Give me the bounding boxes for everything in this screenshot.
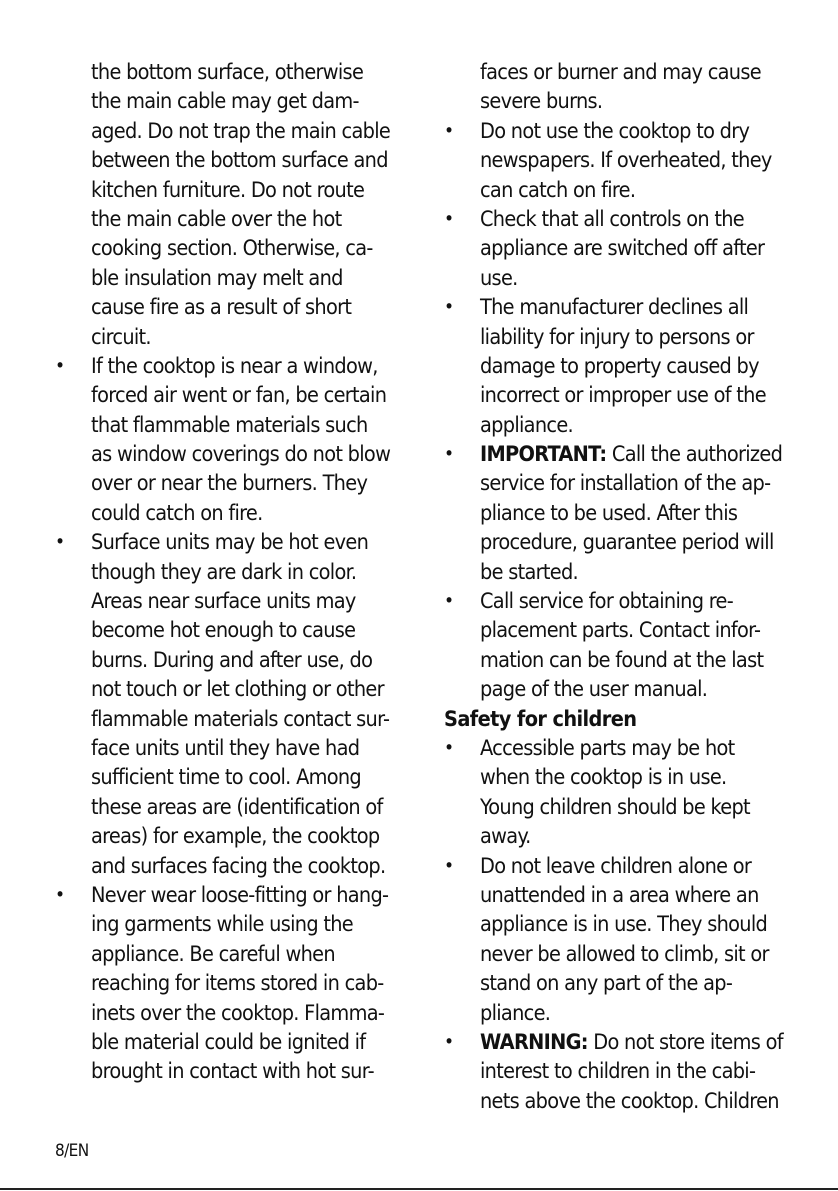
bullet-icon: • [55, 531, 65, 554]
bullet-icon: • [444, 207, 454, 230]
text-line: cause fire as a result of short [91, 295, 352, 321]
section-heading: Safety for children [444, 706, 637, 732]
bullet-item-first-line [444, 1028, 789, 1057]
text-line: become hot enough to cause [91, 618, 356, 644]
bullet-icon: • [55, 354, 65, 377]
text-line: appliance. [480, 412, 573, 438]
bullet-icon: • [444, 854, 454, 877]
warning-label: WARNING: [480, 1029, 588, 1055]
text-line: the main cable may get dam- [91, 89, 359, 115]
page-bottom-rule [0, 1188, 838, 1190]
bullet-item-first-line [444, 205, 789, 234]
text-line: liability for injury to persons or [480, 324, 754, 350]
text-line: these areas are (identification of [91, 794, 383, 820]
text-line: areas) for example, the cooktop [91, 824, 380, 850]
text-line: could catch on fire. [91, 500, 263, 526]
text-line: unattended in a area where an [480, 882, 759, 908]
text-line: damage to property caused by [480, 353, 759, 379]
text-line: sufficient time to cool. Among [91, 765, 362, 791]
text-line: when the cooktop is in use. [480, 765, 727, 791]
right-column [444, 58, 789, 1116]
page-number: 8/EN [55, 1141, 89, 1161]
text-line: page of the user manual. [480, 677, 708, 703]
bullet-item-first-line [55, 528, 405, 557]
text-line: pliance to be used. After this [480, 500, 738, 526]
text-line: procedure, guarantee period will [480, 530, 774, 556]
text-line: pliance. [480, 1000, 551, 1026]
text-line: Areas near surface units may [91, 589, 356, 615]
text-line: and surfaces facing the cooktop. [91, 853, 386, 879]
text-line: brought in contact with hot sur- [91, 1059, 374, 1085]
text-line: never be allowed to climb, sit or [480, 941, 769, 967]
bullet-text: Never wear loose-fitting or hang- [91, 882, 389, 908]
bullet-icon: • [444, 119, 454, 142]
text-line: flammable materials contact sur- [91, 706, 390, 732]
bullet-text: Call service for obtaining re- [480, 589, 734, 615]
text-line: severe burns. [480, 89, 603, 115]
text-line: face units until they have had [91, 735, 360, 761]
text-line: the bottom surface, otherwise [91, 60, 364, 85]
text-line: can catch on fire. [480, 177, 636, 203]
bullet-text: Call the authorized [606, 442, 783, 468]
text-line: inets over the cooktop. Flamma- [91, 1000, 385, 1026]
text-line: incorrect or improper use of the [480, 383, 766, 409]
text-line: mation can be found at the last [480, 647, 764, 673]
bullet-text: Accessible parts may be hot [480, 735, 735, 761]
bullet-icon: • [444, 736, 454, 759]
bullet-icon: • [444, 1030, 454, 1053]
text-line: placement parts. Contact infor- [480, 618, 761, 644]
text-line: ble insulation may melt and [91, 265, 343, 291]
bullet-icon: • [444, 443, 454, 466]
text-line: faces or burner and may cause [480, 60, 761, 85]
bullet-item-first-line [444, 734, 789, 763]
text-line: burns. During and after use, do [91, 647, 373, 673]
text-line: ing garments while using the [91, 912, 353, 938]
bullet-text: Check that all controls on the [480, 206, 745, 232]
text-line: the main cable over the hot [91, 206, 342, 232]
text-line: appliance. Be careful when [91, 941, 335, 967]
text-line: newspapers. If overheated, they [480, 148, 772, 174]
text-line: though they are dark in color. [91, 559, 357, 585]
text-line: not touch or let clothing or other [91, 677, 384, 703]
text-line: appliance is in use. They should [480, 912, 768, 938]
bullet-item-first-line [444, 293, 789, 322]
bullet-item-first-line [55, 881, 405, 910]
text-line: nets above the cooktop. Children [480, 1088, 779, 1114]
text-line: circuit. [91, 324, 151, 350]
bullet-text: The manufacturer declines all [480, 295, 749, 321]
bullet-item-first-line [444, 440, 789, 469]
text-line: service for installation of the ap- [480, 471, 771, 497]
bullet-item-first-line [55, 352, 405, 381]
text-line: ble material could be ignited if [91, 1029, 366, 1055]
text-line: between the bottom surface and [91, 148, 388, 174]
bullet-icon: • [444, 296, 454, 319]
bullet-text: Surface units may be hot even [91, 530, 369, 556]
text-line: reaching for items stored in cab- [91, 971, 384, 997]
text-line: Young children should be kept [480, 794, 750, 820]
bullet-text: Do not use the cooktop to dry [480, 118, 750, 144]
bullet-icon: • [55, 883, 65, 906]
bullet-text: Do not leave children alone or [480, 853, 752, 879]
text-line: away. [480, 824, 531, 850]
bullet-text: Do not store items of [587, 1029, 783, 1055]
text-line: stand on any part of the ap- [480, 971, 733, 997]
text-line: over or near the burners. They [91, 471, 368, 497]
text-line: appliance are switched off after [480, 236, 765, 262]
text-line: that flammable materials such [91, 412, 368, 438]
text-line: cooking section. Otherwise, ca- [91, 236, 373, 262]
left-column [55, 58, 405, 1087]
bullet-icon: • [444, 590, 454, 613]
text-line: use. [480, 265, 518, 291]
text-line: as window coverings do not blow [91, 442, 391, 468]
text-line: be started. [480, 559, 578, 585]
text-line: kitchen furniture. Do not route [91, 177, 365, 203]
important-label: IMPORTANT: [480, 442, 607, 468]
bullet-text: If the cooktop is near a window, [91, 353, 378, 379]
bullet-item-first-line [444, 117, 789, 146]
bullet-item-first-line [444, 587, 789, 616]
bullet-item-first-line [444, 852, 789, 881]
text-line: aged. Do not trap the main cable [91, 118, 391, 144]
text-line: forced air went or fan, be certain [91, 383, 387, 409]
text-line: interest to children in the cabi- [480, 1059, 756, 1085]
